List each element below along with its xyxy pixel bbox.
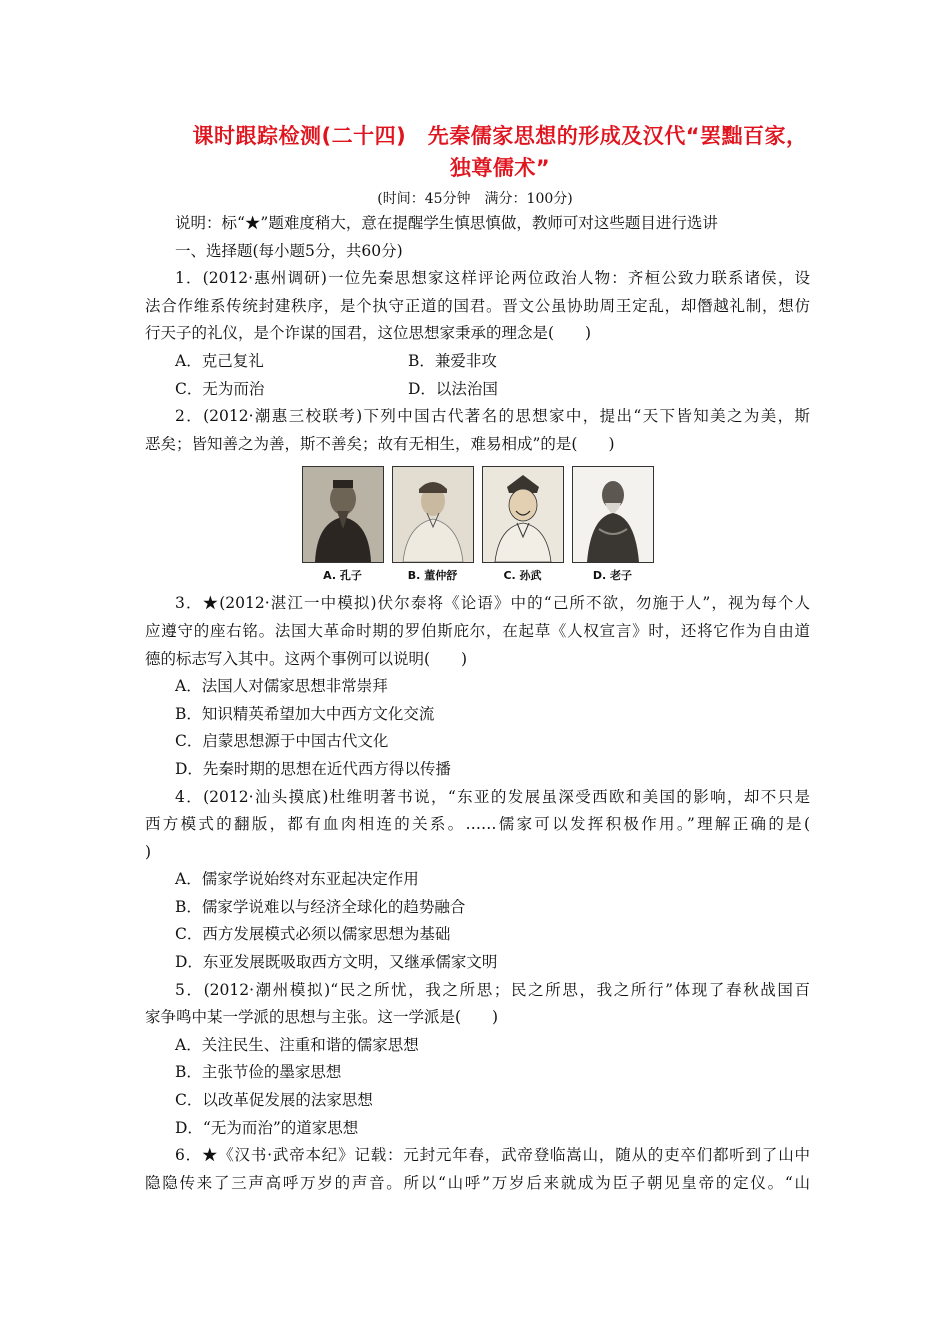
figure-dong-zhongshu <box>393 466 473 588</box>
q3-option-d: D．先秦时期的思想在近代西方得以传播 <box>175 759 451 778</box>
portrait-figures <box>145 466 810 588</box>
q4-option-b: B．儒家学说难以与经济全球化的趋势融合 <box>175 897 466 916</box>
title-line-2: 独尊儒术” <box>449 156 551 180</box>
q5-option-b: B．主张节俭的墨家思想 <box>175 1063 342 1082</box>
q3-line-3: 德的标志写入其中。这两个事例可以说明( ) <box>145 649 468 668</box>
confucius-portrait-image <box>302 466 384 563</box>
title-line-1: 课时跟踪检测(二十四) 先秦儒家思想的形成及汉代“罢黜百家， <box>192 124 808 148</box>
q6-line-1: 6．★《汉书·武帝本纪》记载：元封元年春，武帝登临嵩山，随从的吏卒们都听到了山中 <box>175 1146 810 1165</box>
figure-caption-b: B. 董仲舒 <box>407 569 458 583</box>
q2-line-2: 恶矣；皆知善之为善，斯不善矣；故有无相生，难易相成”的是( ) <box>145 434 615 453</box>
laozi-portrait-image <box>572 466 654 563</box>
q1-line-1: 1．(2012·惠州调研)一位先秦思想家这样评论两位政治人物：齐桓公致力联系诸侯，设 <box>175 269 810 288</box>
q5-line-1: 5．(2012·潮州模拟)“民之所忧，我之所思；民之所思，我之所行”体现了春秋战国百 <box>175 980 810 999</box>
q4-line-2: 西方模式的翻版，都有血肉相连的关系。……儒家可以发挥积极作用。”理解正确的是( <box>145 815 810 834</box>
q4-option-a: A．儒家学说始终对东亚起决定作用 <box>175 870 419 889</box>
figure-confucius <box>303 466 383 588</box>
q4-option-c: C．西方发展模式必须以儒家思想为基础 <box>175 925 451 944</box>
exam-time-info: (时间：45分钟 满分：100分) <box>377 191 573 207</box>
q2-line-1: 2．(2012·潮惠三校联考)下列中国古代著名的思想家中，提出“天下皆知美之为美，斯 <box>175 407 810 426</box>
q3-option-a: A．法国人对儒家思想非常崇拜 <box>175 677 388 696</box>
page-title <box>150 120 850 184</box>
figure-sun-wu <box>483 466 563 588</box>
q1-option-b: B．兼爱非攻 <box>408 351 497 370</box>
q5-option-c: C．以改革促发展的法家思想 <box>175 1091 373 1110</box>
q4-line-1: 4．(2012·汕头摸底)杜维明著书说，“东亚的发展虽深受西欧和美国的影响，却不只是 <box>175 787 810 806</box>
figure-caption-a: A. 孔子 <box>323 569 362 583</box>
dong-zhongshu-portrait-image <box>392 466 474 563</box>
q1-option-c: C．无为而治 <box>175 379 265 398</box>
document-body <box>145 210 810 1197</box>
q5-option-d: D．“无为而治”的道家思想 <box>175 1118 359 1137</box>
q4-option-d: D．东亚发展既吸取西方文明，又继承儒家文明 <box>175 953 498 972</box>
q1-options-row-1 <box>145 348 810 376</box>
sun-wu-portrait-image <box>482 466 564 563</box>
figure-laozi <box>573 466 653 588</box>
q5-option-a: A．关注民生、注重和谐的儒家思想 <box>175 1035 419 1054</box>
q1-option-a: A．克己复礼 <box>175 351 264 370</box>
q3-option-c: C．启蒙思想源于中国古代文化 <box>175 732 389 751</box>
q1-options-row-2 <box>145 376 810 404</box>
q1-line-2: 法合作维系传统封建秩序，是个执守正道的国君。晋文公虽协助周王定乱，却僭越礼制，想仿 <box>145 296 810 315</box>
figure-caption-c: C. 孙武 <box>503 569 542 583</box>
q3-line-2: 应遵守的座右铭。法国大革命时期的罗伯斯庇尔，在起草《人权宣言》时，还将它作为自由道 <box>145 621 810 640</box>
figure-caption-d: D. 老子 <box>592 569 633 583</box>
q1-line-3: 行天子的礼仪，是个诈谋的国君，这位思想家秉承的理念是( ) <box>145 324 592 343</box>
q6-line-2: 隐隐传来了三声高呼万岁的声音。所以“山呼”万岁后来就成为臣子朝见皇帝的定仪。“山 <box>145 1173 810 1192</box>
q4-line-3: ) <box>145 842 152 861</box>
q3-option-b: B．知识精英希望加大中西方文化交流 <box>175 704 435 723</box>
instructions-note: 说明：标“★”题难度稍大，意在提醒学生慎思慎做，教师可对这些题目进行选讲 <box>175 214 718 232</box>
q5-line-2: 家争鸣中某一学派的思想与主张。这一学派是( ) <box>145 1008 499 1027</box>
section-heading: 一、选择题(每小题5分，共60分) <box>175 241 403 260</box>
q1-option-d: D．以法治国 <box>408 379 498 398</box>
q3-line-1: 3．★(2012·湛江一中模拟)伏尔泰将《论语》中的“己所不欲，勿施于人”，视为每个人 <box>175 594 810 613</box>
